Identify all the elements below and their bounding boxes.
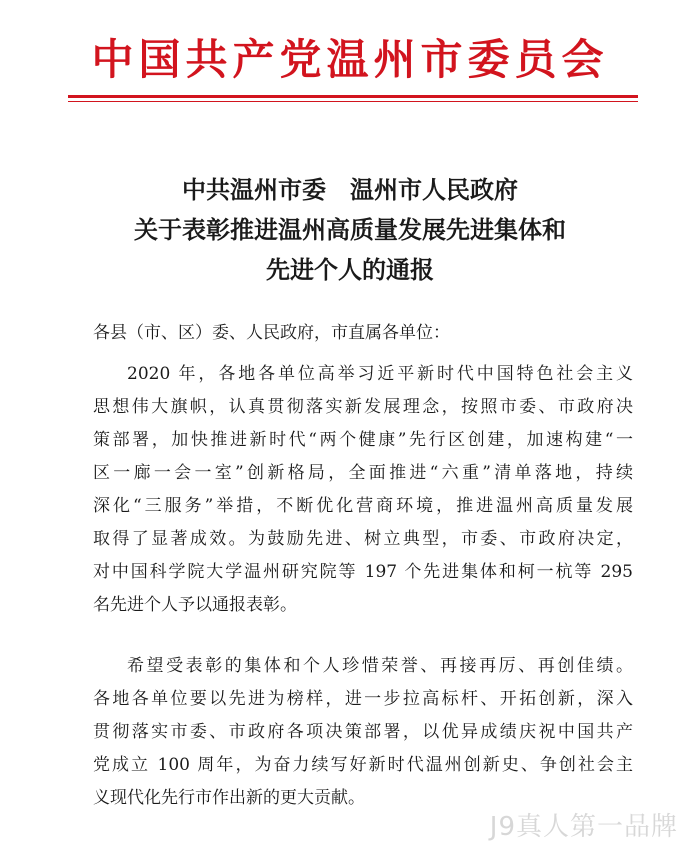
paragraph-1-line: 策部署，加快推进新时代“两个健康”先行区创建，加速构建“一	[93, 430, 633, 450]
paragraph-2-line: 各地各单位要以先进为榜样，进一步拉高标杆、开拓创新，深入	[93, 689, 633, 709]
document-title	[0, 170, 700, 290]
paragraph-2	[93, 650, 633, 815]
paragraph-2-line: 义现代化先行市作出新的更大贡献。	[93, 788, 365, 808]
watermark-text: J9真人第一品牌	[489, 812, 678, 842]
red-header-org-name: 中国共产党温州市委员会	[91, 35, 609, 84]
paragraph-2-line: 希望受表彰的集体和个人珍惜荣誉、再接再厉、再创佳绩。	[127, 656, 633, 676]
red-header-rule-thick	[68, 95, 638, 98]
paragraph-1-line: 思想伟大旗帜，认真贯彻落实新发展理念，按照市委、市政府决	[93, 397, 633, 417]
title-line-2: 关于表彰推进温州高质量发展先进集体和	[134, 215, 566, 244]
salutation: 各县（市、区）委、人民政府，市直属各单位：	[93, 323, 450, 343]
title-line-3: 先进个人的通报	[266, 255, 434, 284]
paragraph-1-line: 2020 年，各地各单位高举习近平新时代中国特色社会主义	[127, 364, 633, 384]
paragraph-1-line: 深化“三服务”举措，不断优化营商环境，推进温州高质量发展	[93, 496, 633, 516]
paragraph-1-line: 区一廊一会一室”创新格局，全面推进“六重”清单落地，持续	[93, 463, 633, 483]
red-header-rule-thin	[68, 101, 638, 102]
title-line-1: 中共温州市委 温州市人民政府	[182, 175, 518, 204]
paragraph-2-line: 贯彻落实市委、市政府各项决策部署，以优异成绩庆祝中国共产	[93, 722, 633, 742]
paragraph-1-line: 取得了显著成效。为鼓励先进、树立典型，市委、市政府决定，	[93, 529, 633, 549]
paragraph-2-line: 党成立 100 周年，为奋力续写好新时代温州创新史、争创社会主	[93, 755, 633, 775]
paragraph-1-line: 名先进个人予以通报表彰。	[93, 595, 297, 615]
paragraph-1	[93, 358, 633, 622]
paragraph-1-line: 对中国科学院大学温州研究院等 197 个先进集体和柯一杭等 295	[93, 562, 633, 582]
